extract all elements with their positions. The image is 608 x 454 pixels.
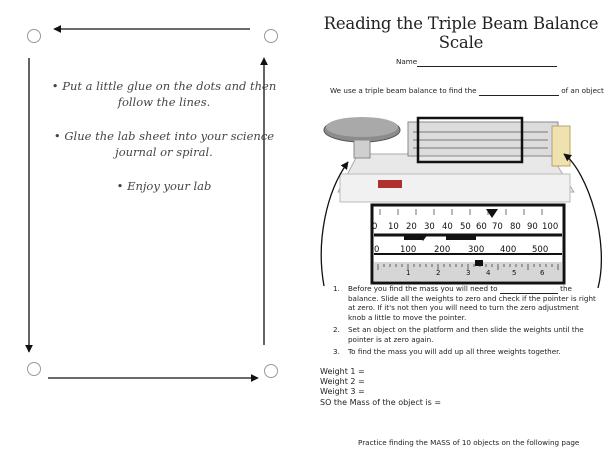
step-3: 3. To find the mass you will add up all three weights together. — [333, 347, 561, 356]
name-line: Name — [396, 57, 557, 67]
triple-beam-balance-illustration — [318, 102, 606, 290]
top-tick: 10 — [388, 222, 399, 232]
weight-3-line: Weight 3 = — [320, 387, 365, 397]
middle-tick: 0 — [374, 245, 380, 255]
step-1: 1. Before you find the mass you will need to the balance. Slide all the weights to zero and check if the pointer is right at zero. If it's not then you will need to turn the zero adjustment knob a little to move the pointer. — [333, 284, 596, 322]
bottom-tick: 2 — [436, 269, 441, 277]
instruction-1: • Put a little glue on the dots and then follow the lines. — [51, 79, 277, 109]
top-tick: 60 — [476, 222, 487, 232]
bullet-icon: • — [53, 129, 61, 143]
bottom-tick: 3 — [466, 269, 471, 277]
step-2: 2. Set an object on the platform and then slide the weights until the pointer is at zero again. — [333, 325, 584, 344]
top-tick: 20 — [406, 222, 417, 232]
weight-2-line: Weight 2 = — [320, 377, 365, 387]
top-tick: 100 — [542, 222, 559, 232]
footer-note: Practice finding the MASS of 10 objects on the following page — [358, 438, 580, 447]
balance-label — [378, 180, 402, 188]
weights-list — [320, 367, 441, 408]
bottom-tick: 5 — [512, 269, 517, 277]
top-tick: 80 — [510, 222, 521, 232]
guide-arrows — [0, 0, 300, 454]
steps-list — [330, 284, 598, 360]
bottom-tick: 6 — [540, 269, 545, 277]
top-tick: 30 — [424, 222, 435, 232]
bullet-icon: • — [116, 179, 124, 193]
name-blank — [417, 66, 557, 67]
intro-blank — [479, 95, 559, 96]
instruction-3: • Enjoy your lab — [116, 179, 212, 193]
bottom-tick: 1 — [406, 269, 411, 277]
bullet-icon: • — [51, 79, 59, 93]
middle-tick: 200 — [434, 245, 451, 255]
pointer-tower — [552, 126, 570, 166]
instruction-2: • Glue the lab sheet into your science journal or spiral. — [53, 129, 275, 159]
pan-stand — [354, 140, 370, 158]
page-title: Reading the Triple Beam Balance Scale — [323, 14, 599, 52]
middle-tick: 400 — [500, 245, 517, 255]
middle-tick: 500 — [532, 245, 549, 255]
beam-area — [408, 122, 558, 156]
top-tick: 70 — [492, 222, 503, 232]
bottom-rider — [475, 260, 483, 266]
weight-1-line: Weight 1 = — [320, 367, 365, 376]
middle-tick: 100 — [400, 245, 417, 255]
bottom-tick: 4 — [486, 269, 491, 277]
total-mass-line: SO the Mass of the object is = — [320, 397, 442, 407]
top-tick: 90 — [527, 222, 538, 232]
balance-front — [340, 174, 570, 202]
top-tick: 40 — [442, 222, 453, 232]
middle-tick: 300 — [468, 245, 485, 255]
top-tick: 50 — [460, 222, 471, 232]
top-tick: 0 — [372, 222, 378, 232]
intro-sentence: We use a triple beam balance to find the of an object — [330, 86, 604, 95]
